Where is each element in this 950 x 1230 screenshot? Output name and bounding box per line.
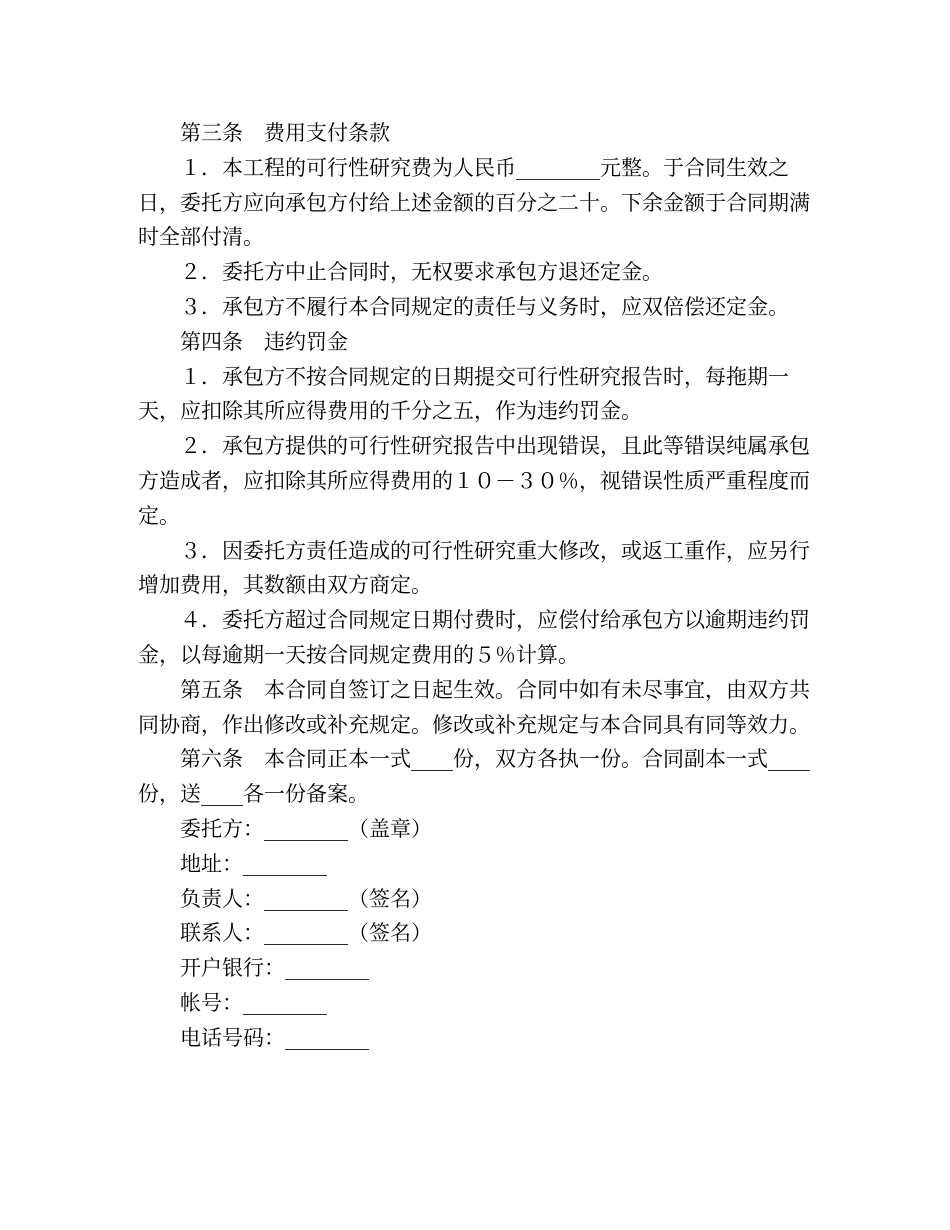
- signature-principal: 负责人：________（签名）: [180, 886, 432, 911]
- article-4-clause-4: ４．委托方超过合同规定日期付费时，应偿付给承包方以逾期违约罚金，以每逾期一天按合同规定费用的５％计算。: [138, 608, 810, 667]
- article-4-clause-1: １．承包方不按合同规定的日期提交可行性研究报告时，每拖期一天，应扣除其所应得费用的千分之五，作为违约罚金。: [138, 364, 789, 424]
- signature-contact: 联系人：________（签名）: [180, 921, 432, 946]
- article-4-clause-3: ３．因委托方责任造成的可行性研究重大修改，或返工重作，应另行增加费用，其数额由双方商定。: [138, 538, 810, 598]
- article-5: 第五条 本合同自签订之日起生效。合同中如有未尽事宜，由双方共同协商，作出修改或补充规定。修改或补充规定与本合同具有同等效力。: [138, 677, 810, 737]
- article-4-title: 第四条 违约罚金: [180, 329, 348, 354]
- signature-account: 帐号：________: [180, 990, 327, 1015]
- article-3-clause-3: ３．承包方不履行本合同规定的责任与义务时，应双倍偿还定金。: [180, 294, 789, 319]
- article-4-clause-2: ２．承包方提供的可行性研究报告中出现错误，且此等错误纯属承包方造成者，应扣除其所应得费用的１０－３０％，视错误性质严重程度而定。: [138, 434, 810, 528]
- article-3-clause-1: １．本工程的可行性研究费为人民币________元整。于合同生效之日，委托方应向承包方付给上述金额的百分之二十。下余金额于合同期满时全部付清。: [138, 155, 810, 250]
- article-3-clause-2: ２．委托方中止合同时，无权要求承包方退还定金。: [180, 260, 663, 285]
- article-6: 第六条 本合同正本一式____份，双方各执一份。合同副本一式____份，送____各一份备案。: [138, 747, 810, 807]
- contract-page: [138, 116, 818, 1056]
- signature-address: 地址：________: [180, 851, 327, 876]
- signature-client: 委托方：________（盖章）: [180, 816, 432, 841]
- article-3-title: 第三条 费用支付条款: [180, 121, 390, 145]
- signature-bank: 开户银行：________: [180, 956, 369, 981]
- signature-phone: 电话号码：________: [180, 1025, 369, 1050]
